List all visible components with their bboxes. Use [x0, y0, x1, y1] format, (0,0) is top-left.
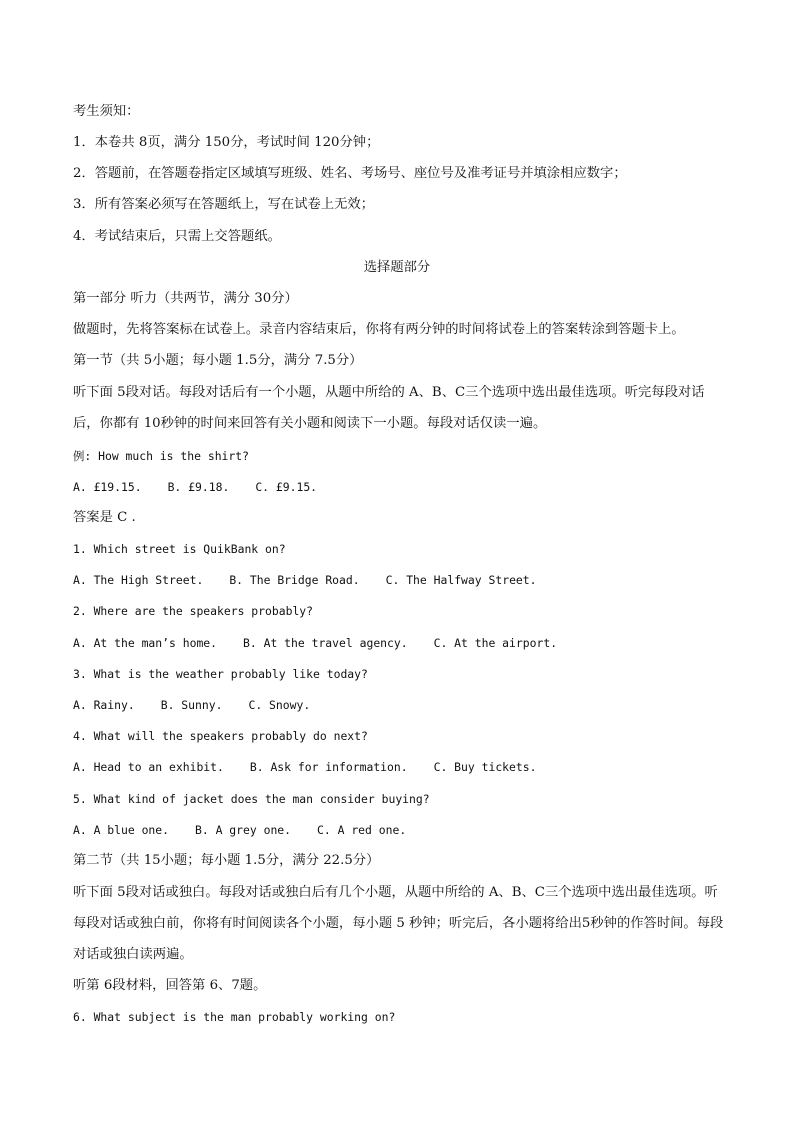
option: B. A grey one. — [195, 823, 292, 837]
question-options — [73, 821, 733, 839]
option: B. At the travel agency. — [243, 636, 408, 650]
option: C. Snowy. — [248, 698, 311, 712]
option: C. A red one. — [317, 823, 407, 837]
option: C. The Halfway Street. — [385, 573, 537, 587]
option: A. At the man’s home. — [73, 636, 218, 650]
example-answer: 答案是 C . — [73, 510, 136, 525]
option: B. The Bridge Road. — [229, 573, 360, 587]
option: A. The High Street. — [73, 573, 204, 587]
option: A. Head to an exhibit. — [73, 760, 224, 774]
section1-instruction: 听下面 5段对话。每段对话后有一个小题，从题中所给的 A、B、C三个选项中选出最佳选项。听完每段对话后，你都有 10秒钟的时间来回答有关小题和阅读下一小题。每段对话仅读一遍。 — [73, 385, 705, 431]
question-options — [73, 696, 733, 714]
question-options — [73, 571, 733, 589]
option: B. Ask for information. — [249, 760, 408, 774]
notice-item: 4．考试结束后，只需上交答题纸。 — [73, 229, 281, 244]
section2-title: 第二节（共 15小题；每小题 1.5分，满分 22.5分） — [73, 853, 380, 868]
part1-instruction: 做题时，先将答案标在试卷上。录音内容结束后，你将有两分钟的时间将试卷上的答案转涂到答题卡上。 — [73, 322, 685, 337]
question: 5. What kind of jacket does the man consider buying? — [73, 792, 430, 806]
option: B. Sunny. — [160, 698, 223, 712]
section2-instruction: 听下面 5段对话或独白。每段对话或独白后有几个小题，从题中所给的 A、B、C三个选项中选出最佳选项。听每段对话或独白前，你将有时间阅读各个小题，每小题 5 秒钟；听完后，各小题将给出5秒钟的作答时间。每段对话或独白读两遍。 — [73, 885, 724, 962]
question: 6. What subject is the man probably working on? — [73, 1010, 396, 1024]
option: A. A blue one. — [73, 823, 170, 837]
option: A. £19.15. — [73, 480, 142, 494]
question-options — [73, 634, 733, 652]
question: 1. Which street is QuikBank on? — [73, 542, 286, 556]
question: 3. What is the weather probably like today? — [73, 667, 368, 681]
option: C. At the airport. — [433, 636, 558, 650]
question: 2. Where are the speakers probably? — [73, 604, 314, 618]
notice-item: 2．答题前，在答题卷指定区域填写班级、姓名、考场号、座位号及准考证号并填涂相应数字； — [73, 166, 627, 181]
option: A. Rainy. — [73, 698, 135, 712]
option: B. £9.18. — [167, 480, 230, 494]
question: 4. What will the speakers probably do next? — [73, 729, 368, 743]
example-options — [73, 478, 733, 496]
material-note: 听第 6段材料，回答第 6、7题。 — [73, 978, 267, 993]
notice-heading: 考生须知： — [73, 104, 140, 119]
option: C. Buy tickets. — [433, 760, 537, 774]
notice-item: 3．所有答案必须写在答题纸上，写在试卷上无效； — [73, 197, 374, 212]
example-question: 例: How much is the shirt? — [73, 449, 249, 463]
question-options — [73, 758, 733, 776]
notice-item: 1．本卷共 8页，满分 150分，考试时间 120分钟； — [73, 135, 380, 150]
section1-title: 第一节（共 5小题；每小题 1.5分，满分 7.5分） — [73, 353, 363, 368]
part1-title: 第一部分 听力（共两节，满分 30分） — [73, 291, 298, 306]
section-title: 选择题部分 — [363, 260, 431, 275]
option: C. £9.15. — [255, 480, 318, 494]
